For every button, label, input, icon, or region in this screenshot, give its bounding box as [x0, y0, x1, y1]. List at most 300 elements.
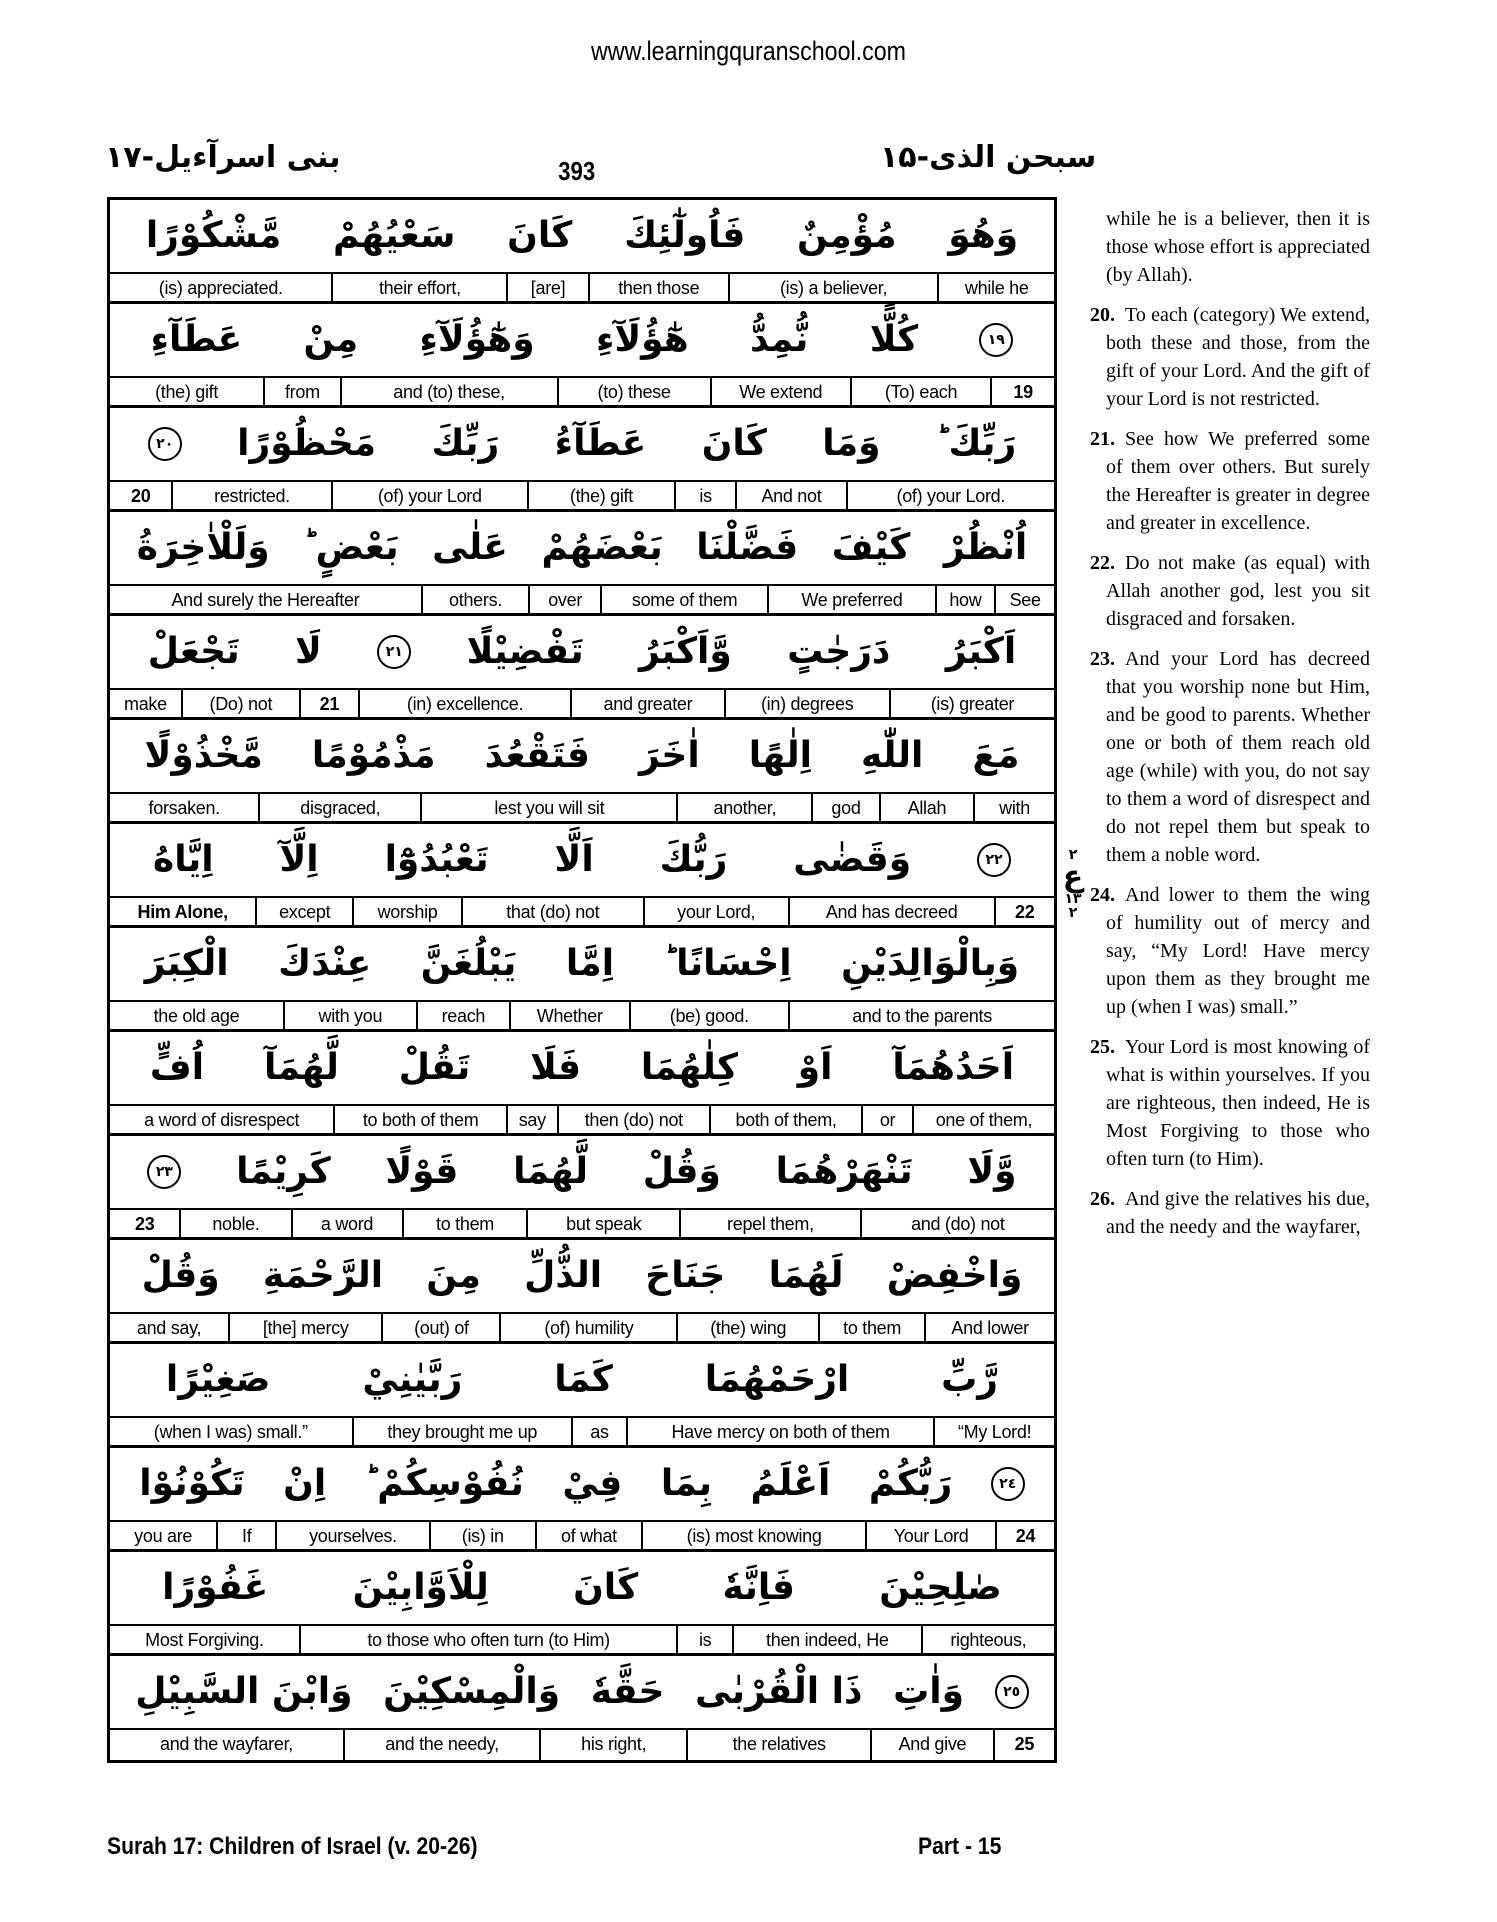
english-word: And surely the Hereafter	[171, 590, 360, 610]
english-word-cell	[865, 1522, 995, 1549]
english-word: and the needy,	[385, 1734, 499, 1754]
english-word-cell	[674, 482, 735, 509]
arabic-word: مَعَ	[972, 735, 1020, 776]
english-word: 23	[135, 1214, 155, 1234]
ayah-number-marker: ٢٢	[977, 843, 1011, 877]
english-line	[110, 1106, 1054, 1136]
english-word: but speak	[566, 1214, 642, 1234]
english-word: you are	[134, 1526, 193, 1546]
verse-row	[110, 1240, 1054, 1344]
english-word-cell	[643, 898, 788, 925]
arabic-word: اِحْسَانًا ؕ	[663, 943, 792, 984]
english-word-cell	[732, 1626, 921, 1653]
arabic-word: كَانَ	[507, 215, 573, 256]
english-word-cell	[110, 1730, 343, 1760]
english-line	[110, 1314, 1054, 1344]
english-word: your Lord,	[677, 902, 756, 922]
arabic-word: تَنْهَرْهُمَا	[775, 1151, 913, 1192]
english-word: Most Forgiving.	[145, 1630, 264, 1650]
english-word-cell	[333, 1106, 506, 1133]
english-word: reach	[441, 1006, 486, 1026]
english-word: another,	[713, 798, 777, 818]
ayah-number-marker: ٢١	[377, 635, 411, 669]
english-word: (in) excellence.	[406, 694, 524, 714]
english-word-cell	[912, 1106, 1054, 1133]
arabic-word: فَاِنَّهٗ	[722, 1567, 795, 1608]
footer-part-label: Part - 15	[918, 1833, 1002, 1860]
arabic-word: ارْحَمْهُمَا	[704, 1359, 850, 1400]
english-word-cell	[937, 274, 1054, 301]
arabic-word: كَرِيْمًا	[236, 1151, 331, 1192]
arabic-line	[110, 1656, 1054, 1730]
arabic-word: مَّشْكُوْرًا	[145, 215, 282, 256]
arabic-word: فَتَقْعُدَ	[484, 735, 590, 776]
verse-number-cell	[299, 690, 358, 717]
arabic-word: نُّمِدُّ	[749, 319, 809, 360]
arabic-word: عَلٰى	[432, 527, 508, 568]
english-word: from	[284, 382, 320, 402]
surah-name-arabic: بنی اسرآءیل-۱۷	[105, 140, 341, 175]
english-word: (To) each	[884, 382, 958, 402]
ruku-symbol: ع	[1062, 859, 1084, 894]
verse-number-cell	[110, 1210, 179, 1237]
english-word-cell	[860, 1210, 1054, 1237]
english-word: one of them,	[935, 1110, 1033, 1130]
arabic-word: فَاُولٰٓئِكَ	[624, 215, 746, 256]
arabic-word: قَوْلًا	[385, 1151, 459, 1192]
english-word-cell	[179, 1210, 290, 1237]
arabic-word: مِنَ	[426, 1255, 481, 1296]
arabic-word: وَهُوَ	[948, 215, 1019, 256]
ayah-number-marker: ٢٥	[995, 1675, 1029, 1709]
english-word-cell	[110, 586, 421, 613]
arabic-word: الْكِبَرَ	[144, 943, 229, 984]
english-word: then (do) not	[584, 1110, 683, 1130]
english-word-cell	[735, 482, 845, 509]
english-word: some of them	[631, 590, 738, 610]
arabic-word: بَعْضٍ ؕ	[303, 527, 399, 568]
arabic-word: وَهٰٓؤُلَآءِ	[419, 319, 535, 360]
english-word-cell	[686, 1730, 870, 1760]
arabic-line	[110, 1344, 1054, 1418]
arabic-line	[110, 1032, 1054, 1106]
arabic-word: اَوْ	[797, 1047, 833, 1088]
english-line	[110, 1418, 1054, 1448]
verse-number-cell	[990, 378, 1054, 405]
ruku-bottom: ۲	[1068, 905, 1078, 921]
english-word: (the) gift	[155, 382, 219, 402]
arabic-word: مَحْظُوْرًا	[237, 423, 377, 464]
arabic-word: رَبِّكَ ؕ	[935, 423, 1017, 464]
arabic-word: لَهُمَا	[768, 1255, 844, 1296]
english-word: and to the parents	[852, 1006, 992, 1026]
english-word: make	[124, 694, 167, 714]
english-word: Him Alone,	[137, 902, 228, 922]
english-word-cell	[728, 274, 938, 301]
english-word: god	[831, 798, 861, 818]
translation-paragraph	[1090, 1185, 1370, 1241]
english-word: (in) degrees	[760, 694, 854, 714]
part-name-arabic: سبحن الذی-۱۵	[880, 140, 1097, 175]
english-word: And not	[761, 486, 822, 506]
english-word: (out) of	[414, 1318, 469, 1338]
english-word: [are]	[530, 278, 566, 298]
english-word-cell	[571, 1418, 626, 1445]
english-word-cell	[110, 794, 258, 821]
english-word-cell	[171, 482, 330, 509]
verse-number: 26.	[1090, 1188, 1115, 1210]
english-word-cell	[679, 1210, 859, 1237]
english-word: We preferred	[801, 590, 903, 610]
arabic-word: دَرَجٰتٍ	[787, 631, 891, 672]
verse-number-cell	[993, 1730, 1054, 1760]
english-word: except	[279, 902, 331, 922]
verse-row	[110, 200, 1054, 304]
english-word: (be) good.	[669, 1006, 749, 1026]
arabic-word: تَكُوْنُوْا	[139, 1463, 245, 1504]
verse-row	[110, 408, 1054, 512]
english-word: We extend	[739, 382, 823, 402]
english-word: (is) greater	[930, 694, 1015, 714]
english-word-cell	[331, 274, 506, 301]
arabic-word: عَطَآءُ	[554, 423, 647, 464]
arabic-line	[110, 616, 1054, 690]
english-word: yourselves.	[309, 1526, 397, 1546]
english-word-cell	[258, 794, 420, 821]
arabic-word: وَقَضٰى	[793, 839, 912, 880]
arabic-word: رَبُّكُمْ	[868, 1463, 953, 1504]
english-word: his right,	[581, 1734, 647, 1754]
english-word-cell	[973, 794, 1054, 821]
english-word-cell	[557, 1106, 709, 1133]
translation-paragraph	[1090, 645, 1370, 869]
arabic-word: رَبَّيٰنِيْ	[362, 1359, 463, 1400]
verse-number: 25.	[1090, 1036, 1115, 1058]
english-word: a word	[320, 1214, 374, 1234]
english-word-cell	[709, 1106, 861, 1133]
english-word: to both of them	[362, 1110, 479, 1130]
arabic-word: اِنْ	[283, 1463, 327, 1504]
english-word-cell	[283, 1002, 416, 1029]
english-word: the relatives	[732, 1734, 826, 1754]
english-word-cell	[402, 1210, 527, 1237]
english-word: others.	[449, 590, 502, 610]
english-word-cell	[767, 586, 934, 613]
english-word-cell	[994, 586, 1054, 613]
english-word: 20	[130, 486, 151, 506]
arabic-word: كُلًّا	[869, 319, 919, 360]
english-word: to those who often turn (to Him)	[367, 1630, 610, 1650]
english-word-cell	[710, 378, 850, 405]
arabic-word: الرَّحْمَةِ	[262, 1255, 384, 1296]
english-word: worship	[377, 902, 438, 922]
english-word: (Do) not	[209, 694, 273, 714]
verse-row	[110, 1656, 1054, 1760]
english-word-cell	[420, 794, 676, 821]
arabic-word: اَعْلَمُ	[750, 1463, 831, 1504]
translation-text: See how We preferred some of them over others. But surely the Hereafter is greater in degree and greater in excellence.	[1106, 428, 1370, 534]
arabic-word: اُفٍّ	[149, 1047, 205, 1088]
english-word: “My Lord!	[957, 1422, 1032, 1442]
arabic-word: غَفُوْرًا	[162, 1567, 269, 1608]
english-word-cell	[724, 690, 889, 717]
verse-number: 21.	[1090, 428, 1115, 450]
verse-row	[110, 928, 1054, 1032]
english-word-cell	[110, 1626, 299, 1653]
english-word: (of) humility	[544, 1318, 634, 1338]
arabic-word: اُنْظُرْ	[943, 527, 1028, 568]
english-word-cell	[181, 690, 299, 717]
translation-text: while he is a believer, then it is those whose effort is appreciated (by Allah).	[1106, 208, 1370, 286]
english-word-cell	[429, 1522, 535, 1549]
arabic-word: اَلَّا	[554, 839, 594, 880]
english-word-cell	[421, 586, 529, 613]
english-word-cell	[924, 1314, 1054, 1341]
arabic-word: وَمَا	[822, 423, 881, 464]
translation-paragraph	[1090, 1033, 1370, 1173]
arabic-word: مُؤْمِنٌ	[796, 215, 897, 256]
arabic-word: فَضَّلْنَا	[696, 527, 799, 568]
english-word-cell	[110, 690, 181, 717]
arabic-word: تَجْعَلْ	[147, 631, 240, 672]
english-word: 22	[1015, 902, 1035, 922]
english-word-cell	[527, 482, 674, 509]
english-word-cell	[461, 898, 643, 925]
arabic-word: بِمَا	[660, 1463, 712, 1504]
english-word: both of them,	[735, 1110, 837, 1130]
arabic-word: وَاٰتِ	[893, 1671, 964, 1712]
arabic-word: اَحَدُهُمَآ	[892, 1047, 1015, 1088]
english-word-cell	[352, 1418, 572, 1445]
arabic-line	[110, 720, 1054, 794]
arabic-word: اٰخَرَ	[639, 735, 700, 776]
english-word-cell	[629, 1002, 789, 1029]
arabic-word: اِلَّآ	[279, 839, 319, 880]
ayah-number-marker: ٢٠	[148, 427, 182, 461]
english-line	[110, 378, 1054, 408]
english-word: a word of disrespect	[144, 1110, 300, 1130]
translation-paragraph	[1090, 425, 1370, 537]
arabic-word: وَقُلْ	[141, 1255, 220, 1296]
english-word-cell	[788, 898, 994, 925]
english-word: (is) in	[461, 1526, 504, 1546]
site-url: www.learningquranschool.com	[591, 36, 906, 66]
arabic-word: يَبْلُغَنَّ	[420, 943, 517, 984]
verse-number: 23.	[1090, 648, 1115, 670]
english-word-cell	[846, 482, 1054, 509]
english-word: Whether	[536, 1006, 603, 1026]
english-word: (is) most knowing	[686, 1526, 822, 1546]
english-word: 19	[1013, 382, 1033, 402]
arabic-word: وَابْنَ السَّبِيْلِ	[135, 1671, 353, 1712]
english-word-cell	[506, 1106, 557, 1133]
english-word: their effort,	[378, 278, 461, 298]
arabic-line	[110, 1552, 1054, 1626]
english-word-cell	[850, 378, 990, 405]
arabic-word: نُفُوْسِكُمْ ؕ	[364, 1463, 524, 1504]
verse-row	[110, 616, 1054, 720]
english-word-cell	[676, 1314, 818, 1341]
english-word-cell	[921, 1626, 1054, 1653]
arabic-word: وَّاَكْبَرُ	[639, 631, 732, 672]
english-word: lest you will sit	[494, 798, 605, 818]
translation-text: Your Lord is most knowing of what is within yourselves. If you are righteous, then indeed, He is Most Forgiving to those who often turn (to Him).	[1106, 1036, 1370, 1170]
english-word: and the wayfarer,	[160, 1734, 293, 1754]
ruku-top: ۲	[1068, 847, 1078, 863]
arabic-word: مَذْمُوْمًا	[311, 735, 436, 776]
arabic-word: بَعْضَهُمْ	[541, 527, 663, 568]
arabic-word: اَكْبَرُ	[945, 631, 1017, 672]
english-word-cell	[110, 1418, 351, 1445]
english-word: (the) gift	[569, 486, 633, 506]
english-word: to them	[436, 1214, 494, 1234]
english-word-cell	[263, 378, 340, 405]
verse-number: 24.	[1090, 884, 1115, 906]
english-word-cell	[275, 1522, 428, 1549]
arabic-word: عَطَآءِ	[150, 319, 243, 360]
arabic-word: كَمَا	[554, 1359, 613, 1400]
english-word-cell	[381, 1314, 499, 1341]
english-word-cell	[641, 1522, 865, 1549]
english-word: restricted.	[214, 486, 290, 506]
english-word: how	[949, 590, 982, 610]
verse-row	[110, 1032, 1054, 1136]
arabic-line	[110, 1240, 1054, 1314]
arabic-line	[110, 408, 1054, 482]
english-word: If	[242, 1526, 252, 1546]
english-word-cell	[110, 1522, 216, 1549]
translation-paragraph	[1090, 301, 1370, 413]
translation-text: To each (category) We extend, both these and those, from the gift of your Lord. And the gift of your Lord is not restricted.	[1106, 304, 1370, 410]
arabic-word: كَيْفَ	[831, 527, 911, 568]
english-word: (is) appreciated.	[158, 278, 283, 298]
english-word: while he	[964, 278, 1029, 298]
english-word-cell	[676, 1626, 732, 1653]
ayah-number-marker: ٢٤	[991, 1467, 1025, 1501]
english-word-cell	[358, 690, 570, 717]
verse-row	[110, 824, 1054, 928]
english-word-cell	[600, 586, 767, 613]
verse-number-cell	[110, 482, 171, 509]
english-word-cell	[889, 690, 1054, 717]
english-word-cell	[110, 1314, 228, 1341]
arabic-word: جَنَاحَ	[645, 1255, 726, 1296]
english-line	[110, 1522, 1054, 1552]
verse-row	[110, 1552, 1054, 1656]
arabic-word: لَّهُمَآ	[263, 1047, 339, 1088]
english-word-cell	[861, 1106, 912, 1133]
verse-row	[110, 1448, 1054, 1552]
english-word-cell	[588, 274, 728, 301]
arabic-word: سَعْيُهُمْ	[333, 215, 456, 256]
arabic-word: رَّبِّ	[941, 1359, 999, 1400]
translation-text: And your Lord has decreed that you worship none but Him, and be good to parents. Whether one or both of them reach old age (while) with you, do not say to them a word of disrespect and do not repel them but speak to them a noble word.	[1106, 648, 1370, 866]
english-word-cell	[535, 1522, 641, 1549]
arabic-word: صٰلِحِيْنَ	[879, 1567, 1002, 1608]
arabic-line	[110, 512, 1054, 586]
arabic-word: تَقُلْ	[398, 1047, 471, 1088]
english-word-cell	[811, 794, 878, 821]
english-word: and (do) not	[911, 1214, 1005, 1234]
english-word-cell	[870, 1730, 993, 1760]
english-word: that (do) not	[506, 902, 600, 922]
english-word-cell	[110, 378, 263, 405]
english-word-cell	[626, 1418, 933, 1445]
english-word: Have mercy on both of them	[671, 1422, 890, 1442]
arabic-word: فَلَا	[530, 1047, 582, 1088]
english-word-cell	[539, 1730, 686, 1760]
translation-text: And give the relatives his due, and the needy and the wayfarer,	[1106, 1188, 1370, 1238]
english-word-cell	[528, 586, 600, 613]
english-word: forsaken.	[148, 798, 220, 818]
english-word: say	[518, 1110, 546, 1130]
english-word: noble.	[212, 1214, 260, 1234]
english-word: 21	[319, 694, 340, 714]
verse-row	[110, 512, 1054, 616]
ruku-number: ۱۳	[1064, 891, 1082, 907]
arabic-word: اِمَّا	[565, 943, 615, 984]
english-line	[110, 274, 1054, 304]
english-word-cell	[331, 482, 527, 509]
english-word-cell	[788, 1002, 1054, 1029]
arabic-word: حَقَّهٗ	[590, 1671, 665, 1712]
ayah-number-marker: ١٩	[979, 323, 1013, 357]
arabic-line	[110, 200, 1054, 274]
english-word: then indeed, He	[766, 1630, 889, 1650]
verse-row	[110, 720, 1054, 824]
arabic-word: اِيَّاهُ	[152, 839, 214, 880]
verse-row	[110, 304, 1054, 408]
translation-paragraph	[1090, 549, 1370, 633]
english-word: is	[698, 1630, 712, 1650]
english-word-cell	[676, 794, 811, 821]
english-word-cell	[110, 274, 331, 301]
arabic-line	[110, 824, 1054, 898]
arabic-word: فِيْ	[562, 1463, 623, 1504]
ruku-marker	[1058, 848, 1088, 920]
verse-number: 22.	[1090, 552, 1115, 574]
english-word-cell	[110, 1002, 283, 1029]
english-word: 25	[1014, 1734, 1035, 1754]
english-line	[110, 690, 1054, 720]
english-word: Your Lord	[893, 1526, 969, 1546]
english-word: repel them,	[727, 1214, 814, 1234]
english-word-cell	[506, 274, 588, 301]
word-by-word-table	[107, 197, 1057, 1763]
page-number: 393	[558, 156, 596, 186]
english-word: (is) a believer,	[779, 278, 888, 298]
english-word-cell	[570, 690, 723, 717]
english-word: And give	[898, 1734, 967, 1754]
arabic-word: وَلَلْاٰخِرَةُ	[136, 527, 270, 568]
english-line	[110, 794, 1054, 824]
arabic-word: كَانَ	[701, 423, 767, 464]
english-word: (the) wing	[710, 1318, 787, 1338]
english-word: or	[879, 1110, 896, 1130]
english-word: they brought me up	[387, 1422, 538, 1442]
arabic-word: رَبُّكَ	[659, 839, 728, 880]
arabic-word: وَبِالْوَالِدَيْنِ	[841, 943, 1020, 984]
english-line	[110, 1626, 1054, 1656]
arabic-word: لَا	[295, 631, 322, 672]
translation-paragraph	[1090, 881, 1370, 1021]
verse-row	[110, 1136, 1054, 1240]
english-word-cell	[216, 1522, 275, 1549]
arabic-line	[110, 304, 1054, 378]
arabic-word: اللّٰهِ	[861, 735, 924, 776]
english-line	[110, 586, 1054, 616]
verse-row	[110, 1344, 1054, 1448]
